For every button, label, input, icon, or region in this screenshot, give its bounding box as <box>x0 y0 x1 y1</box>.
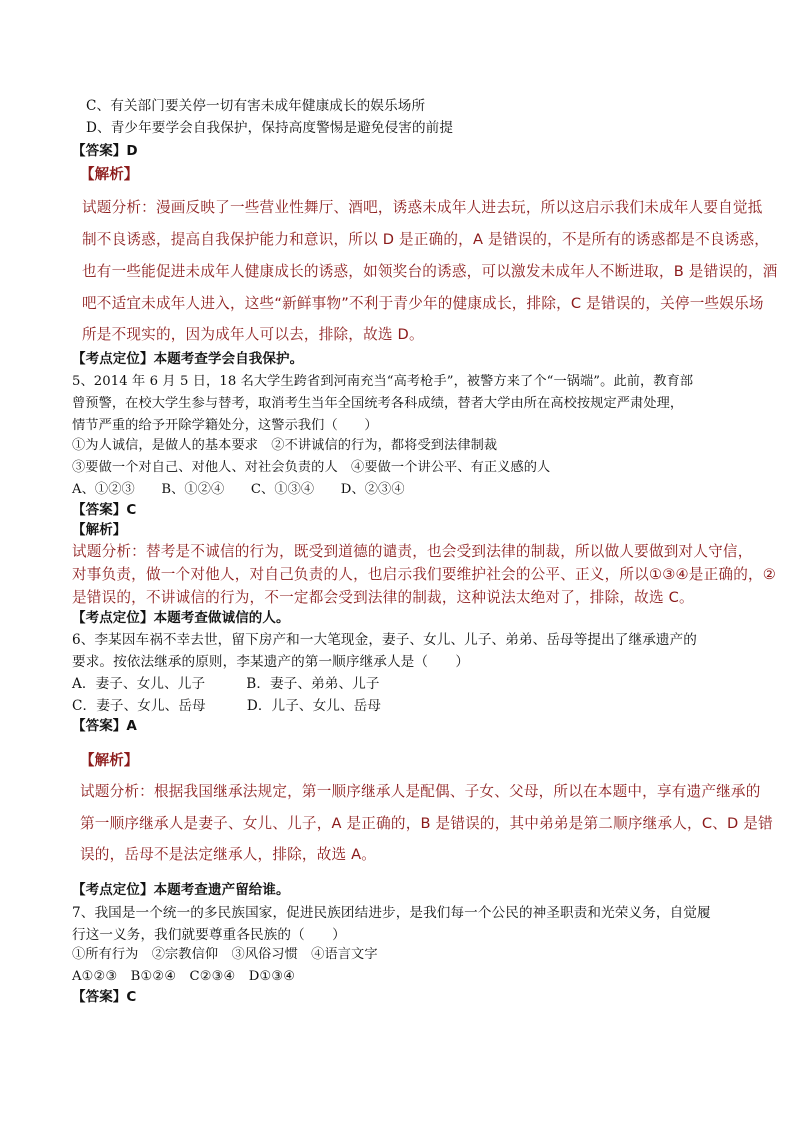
q4-analysis-line: 所是不现实的，因为成年人可以去，排除，故选 D。 <box>82 326 424 343</box>
q5-analysis-label: 【解析】 <box>72 522 127 538</box>
q7-stem-line: 7、我国是一个统一的多民族国家，促进民族团结进步，是我们每一个公民的神圣职责和光荣义务，自觉履 <box>72 905 711 921</box>
q6-options: A．妻子、女儿、儿子 B．妻子、弟弟、儿子 <box>72 676 380 692</box>
q7-answer: 【答案】C <box>72 989 137 1005</box>
q5-stem-line: 5、2014 年 6 月 5 日，18 名大学生跨省到河南充当“高考枪手”，被警方来了个“一锅端”。此前，教育部 <box>72 374 694 389</box>
q5-stem-line: 情节严重的给予开除学籍处分，这警示我们（ ） <box>72 418 378 433</box>
q4-point: 【考点定位】本题考查学会自我保护。 <box>72 351 304 367</box>
q5-stem-line: 曾预警，在校大学生参与替考，取消考生当年全国统考各科成绩，替者大学由所在高校按规定严肃处理， <box>72 396 684 411</box>
q6-analysis-line: 试题分析：根据我国继承法规定，第一顺序继承人是配偶、子女、父母，所以在本题中，享有遗产继承的 <box>80 783 761 800</box>
q5-items: ①为人诚信，是做人的基本要求 ②不讲诚信的行为，都将受到法律制裁 <box>72 438 498 453</box>
q4-analysis-line: 制不良诱惑，提高自我保护能力和意识，所以 D 是正确的，A 是错误的，不是所有的诱惑都是不良诱惑， <box>82 231 770 248</box>
q4-analysis-line: 也有一些能促进未成年人健康成长的诱惑，如领奖台的诱惑，可以激发未成年人不断进取，B 是错误的，酒 <box>82 263 778 280</box>
q4-option-d: D、青少年要学会自我保护，保持高度警惕是避免侵害的前提 <box>86 120 454 136</box>
q7-options: A①②③ B①②④ C②③④ D①③④ <box>72 969 296 984</box>
q4-analysis-line: 吧不适宜未成年人进入，这些“新鲜事物”不利于青少年的健康成长，排除，C 是错误的，关停一些娱乐场 <box>82 295 764 312</box>
q6-stem-line: 6、李某因车祸不幸去世，留下房产和一大笔现金，妻子、女儿、儿子、弟弟、岳母等提出了继承遗产的 <box>72 632 697 648</box>
q5-items: ③要做一个对自己、对他人、对社会负责的人 ④要做一个讲公平、有正义感的人 <box>72 460 551 475</box>
q5-point: 【考点定位】本题考查做诚信的人。 <box>72 610 290 626</box>
q6-options: C．妻子、女儿、岳母 D．儿子、女儿、岳母 <box>72 698 382 714</box>
q6-point: 【考点定位】本题考查遗产留给谁。 <box>72 882 290 898</box>
q5-analysis-line: 对事负责，做一个对他人，对自己负责的人，也启示我们要维护社会的公平、正义，所以①③④是正确的，② <box>72 566 777 583</box>
q6-analysis-line: 误的，岳母不是法定继承人，排除，故选 A。 <box>80 846 377 863</box>
q5-analysis-line: 是错误的，不讲诚信的行为，不一定都会受到法律的制裁，这种说法太绝对了，排除，故选 C。 <box>72 589 694 606</box>
q5-analysis-line: 试题分析：替考是不诚信的行为，既受到道德的谴责，也会受到法律的制裁，所以做人要做到对人守信， <box>72 543 753 560</box>
q4-analysis-line: 试题分析：漫画反映了一些营业性舞厅、酒吧，诱惑未成年人进去玩，所以这启示我们未成年人要自觉抵 <box>82 199 763 216</box>
q7-items: ①所有行为 ②宗教信仰 ③风俗习惯 ④语言文字 <box>72 947 378 962</box>
q6-answer: 【答案】A <box>72 718 137 734</box>
q4-analysis-label: 【解析】 <box>80 167 139 183</box>
q6-stem-line: 要求。按依法继承的原则，李某遗产的第一顺序继承人是（ ） <box>72 654 470 670</box>
q4-option-c: C、有关部门要关停一切有害未成年健康成长的娱乐场所 <box>86 98 426 114</box>
q6-analysis-line: 第一顺序继承人是妻子、女儿、儿子，A 是正确的，B 是错误的，其中弟弟是第二顺序继承人，C、D 是错 <box>80 815 773 832</box>
q6-analysis-label: 【解析】 <box>80 753 139 769</box>
q5-options: A、①②③ B、①②④ C、①③④ D、②③④ <box>72 482 405 497</box>
q7-stem-line: 行这一义务，我们就要尊重各民族的（ ） <box>72 927 346 943</box>
q4-answer: 【答案】D <box>72 143 138 159</box>
q5-answer: 【答案】C <box>72 502 137 518</box>
